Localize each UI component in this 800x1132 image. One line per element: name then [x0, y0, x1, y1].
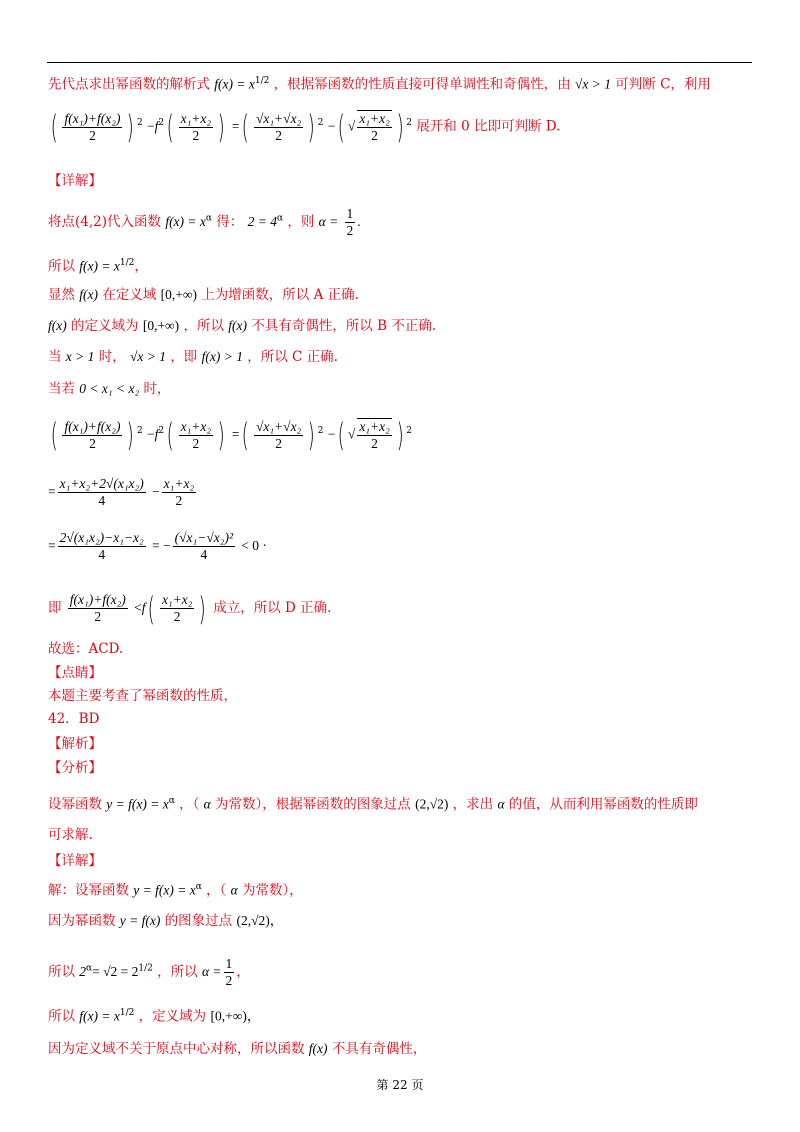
text: 即 — [48, 600, 62, 616]
text: ，所以 C 正确. — [247, 349, 338, 365]
detail-line-11: 所以 $f(x) = x^{1/2}$ ，定义域为 [0,+∞)， — [48, 1008, 261, 1025]
detail-line-1: 将点(4,2)代入函数 $f(x) = x^\alpha$ 得： $2 = 4^\alpha$ ，则 α = $\frac{1}{2}$ . — [48, 206, 361, 238]
equation-line-2: = $\frac{\text{x₁+x₂+2√(x₁x₂)}}{4}$ − $\frac{\text{x₁+x₂}}{2}$ — [48, 476, 195, 508]
text: 为常数）， — [242, 882, 303, 899]
detail-line-7: 即 $\frac{\text{f(x₁)+f(x₂)}}{2}$ <f( $\frac{\text{x₁+x₂}}{2}$ ) 成立，所以 D 正确. — [48, 589, 332, 628]
text: 时， — [143, 381, 171, 397]
text: ，所以 — [157, 964, 198, 980]
text: 因为幂函数 — [48, 913, 116, 929]
text: ，则 — [287, 214, 315, 230]
text: ，定义域为 — [138, 1008, 207, 1025]
text: 因为定义域不关于原点中心对称，所以函数 — [48, 1041, 305, 1057]
text: 所以 — [48, 1008, 75, 1025]
text: 所以 — [48, 258, 75, 275]
detail-line-8: 解：设幂函数 $y = f(x) = x^\alpha$ ，（ α 为常数）， — [48, 882, 303, 899]
equation-line-3: = $\frac{\text{2√(x₁x₂)−x₁−x₂}}{4}$ = − $\frac{\text{(√x₁−√x₂)²}}{4}$ < 0 · — [48, 530, 267, 562]
text: ，（ — [179, 796, 200, 813]
analysis-line-2: ( $\frac{\text{f(x₁)+f(x₂)}}{2}$ ) $^2 -f^2$( $\frac{\text{x₁+x₂}}{2}$ ) =( $\frac{\text{√x₁+√x₂}}{2}$ ) $^2$ −( √ $\frac{\text{x₁+x₂}}{2}$ ) $^2$ 展开和 0 比即可判断 D. — [50, 108, 561, 146]
section-label: 【解析】 — [48, 736, 102, 752]
comment-text: 本题主要考查了幂函数的性质， — [48, 688, 237, 704]
text: 设幂函数 — [48, 796, 102, 813]
detail-line-5: 当 x > 1 时， √x > 1 ，即 f(x) > 1 ，所以 C 正确. — [48, 349, 338, 365]
text: 可求解. — [48, 827, 93, 843]
text: 为常数），根据幂函数的图象过点 — [215, 796, 411, 813]
analysis-line-3: 设幂函数 $y = f(x) = x^\alpha$ ，（ α 为常数），根据幂函数的图象过点 (2,√2) ，求出 α 的值，从而利用幂函数的性质即 — [48, 796, 698, 813]
header-rule — [47, 62, 752, 63]
formula: f(x) = x — [165, 214, 206, 229]
detail-line-3: 显然 f(x) 在定义域 [0,+∞) 上为增函数，所以 A 正确. — [48, 287, 359, 303]
text: 上为增函数，所以 A 正确. — [201, 287, 359, 303]
text: ，（ — [206, 882, 227, 899]
detail-line-9: 因为幂函数 y = f(x) 的图象过点 (2,√2)， — [48, 913, 284, 929]
text: 当若 — [48, 381, 75, 397]
detail-line-4: f(x) 的定义域为 [0,+∞) ，所以 f(x) 不具有奇偶性，所以 B 不正确. — [48, 318, 437, 334]
text: 显然 — [48, 287, 75, 303]
text: ，根据幂函数的性质直接可得单调性和奇偶性，由 — [273, 76, 571, 93]
text: 不具有奇偶性，所以 B 不正确. — [251, 318, 437, 334]
text: 的定义域为 — [71, 318, 139, 334]
text: ，所以 — [183, 318, 224, 334]
formula: α = — [318, 214, 339, 229]
text: 展开和 0 比即可判断 D. — [416, 118, 561, 135]
question-number: 42．BD — [48, 711, 100, 727]
text: ，求出 — [452, 796, 494, 813]
answer-choice: 故选：ACD. — [48, 641, 124, 657]
formula: f(x) = x — [214, 76, 255, 92]
formula: √x > 1 — [574, 76, 611, 92]
analysis-line-1: 先代点求出幂函数的解析式 $f(x) = x^{1/2}$ ，根据幂函数的性质直接可得单调性和奇偶性，由 √x > 1 可判断 C，利用 — [48, 76, 711, 93]
text: ，即 — [170, 349, 198, 365]
text: 的图象过点 — [164, 913, 233, 929]
equation-line-1: ( $\frac{\text{f(x₁)+f(x₂)}}{2}$ ) $^2 -f^2$( $\frac{\text{x₁+x₂}}{2}$ ) =( $\frac{\text{√x₁+√x₂}}{2}$ ) $^2$ −( √ $\frac{\text{x₁+x₂}}{2}$ ) $^2$ — [50, 416, 413, 454]
detail-line-6: 当若 0 < x₁ < x₂ 时， — [48, 381, 171, 397]
text: 时， — [98, 349, 126, 365]
formula: 2 = 4 — [247, 214, 277, 229]
section-label: 【详解】 — [48, 173, 102, 189]
text: 得： — [216, 214, 244, 230]
section-label: 【详解】 — [48, 853, 102, 869]
text: 的值，从而利用幂函数的性质即 — [508, 796, 698, 813]
text: 当 — [48, 349, 62, 365]
formula: f(x) = x — [79, 258, 120, 274]
text: 在定义域 — [102, 287, 157, 303]
text: 先代点求出幂函数的解析式 — [48, 76, 210, 93]
detail-line-10: 所以 $2^\alpha= √2 = 2^{1/2}$ ，所以 α = $\frac{1}{2}$ ， — [48, 956, 250, 988]
text: 解：设幂函数 — [48, 882, 129, 899]
detail-line-12: 因为定义域不关于原点中心对称，所以函数 f(x) 不具有奇偶性， — [48, 1041, 427, 1057]
text: 不具有奇偶性， — [331, 1041, 427, 1057]
text: 可判断 C，利用 — [615, 76, 711, 93]
page-number: 第 22 页 — [376, 1078, 424, 1092]
text: 所以 — [48, 964, 75, 980]
text: 成立，所以 D 正确. — [213, 600, 332, 616]
section-label: 【分析】 — [48, 760, 102, 776]
section-label: 【点睛】 — [48, 665, 102, 681]
text: 将点(4,2)代入函数 — [48, 214, 162, 230]
detail-line-2: 所以 $f(x) = x^{1/2}$， — [48, 258, 148, 275]
